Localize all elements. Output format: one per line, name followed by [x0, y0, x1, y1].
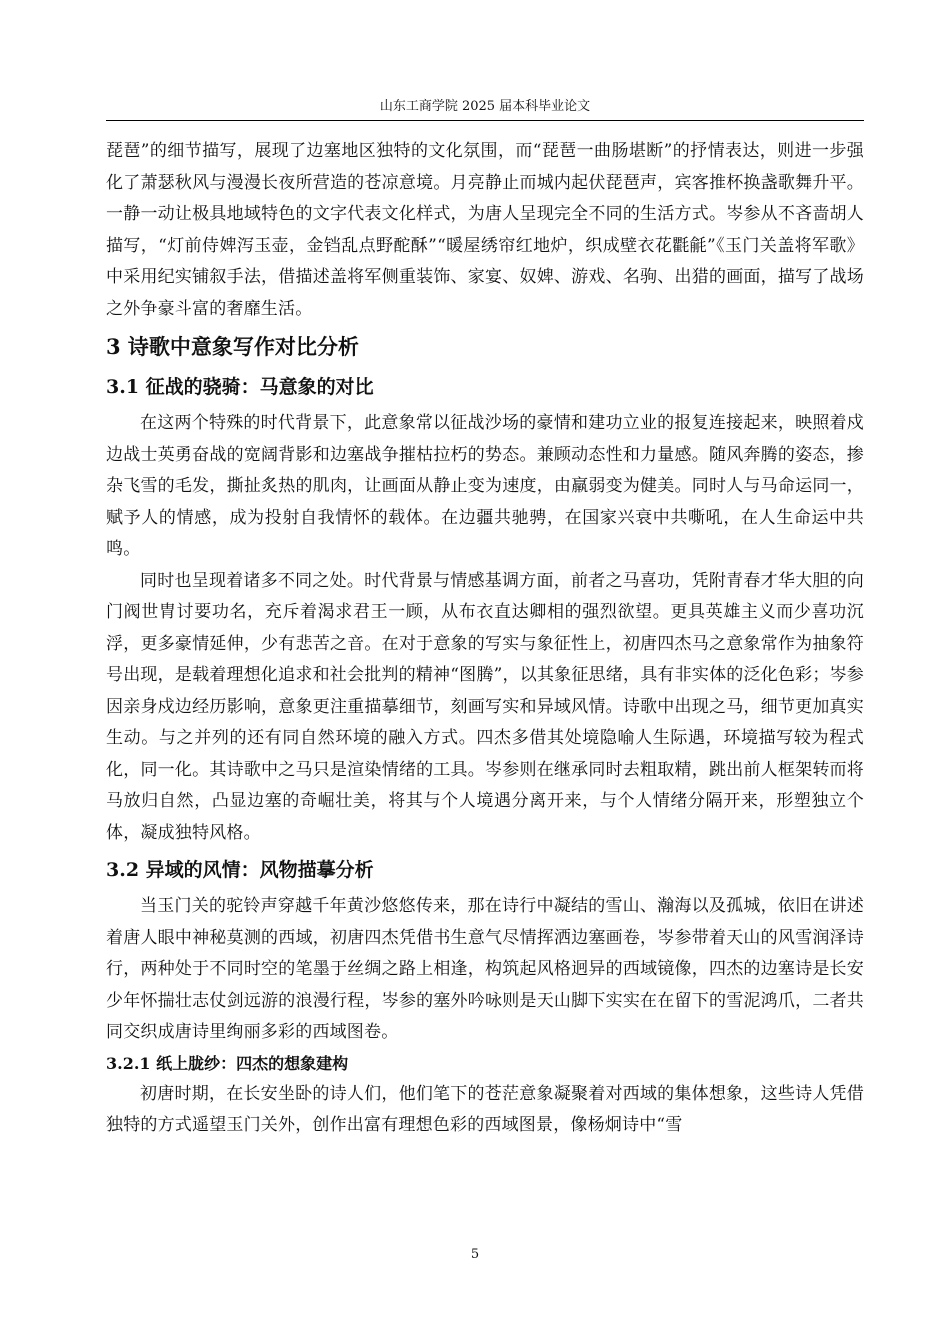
header-rule: [106, 120, 864, 121]
running-header: 山东工商学院 2025 届本科毕业论文: [379, 99, 591, 114]
section-heading-3-2: 3.2 异域的风情：风物描摹分析: [106, 859, 374, 881]
section-heading-3: 3 诗歌中意象写作对比分析: [106, 334, 359, 359]
paragraph-3-2-a: 当玉门关的驼铃声穿越千年黄沙悠悠传来，那在诗行中凝结的雪山、瀚海以及孤城，依旧在讲述着唐人眼中神秘莫测的西域，初唐四杰凭借书生意气尽情挥洒边塞画卷，岑参带着天山的风雪润泽诗行，两种处于不同时空的笔墨于丝绸之路上相逢，构筑起风格迥异的西域镜像，四杰的边塞诗是长安少年怀揣壮志仗剑远游的浪漫行程，岑参的塞外吟咏则是天山脚下实实在在留下的雪泥鸿爪，二者共同交织成唐诗里绚丽多彩的西域图卷。: [106, 896, 864, 1042]
page-number: 5: [470, 1247, 480, 1262]
body-text: [106, 136, 864, 1142]
section-heading-3-2-1: 3.2.1 纸上胧纱：四杰的想象建构: [106, 1053, 349, 1073]
paragraph-continuation: 琵琶”的细节描写，展现了边塞地区独特的文化氛围，而“琵琶一曲肠堪断”的抒情表达，则进一步强化了萧瑟秋风与漫漫长夜所营造的苍凉意境。月亮静止而城内起伏琵琶声，宾客推杯换盏歌舞升平。一静一动让极具地域特色的文字代表文化样式，为唐人呈现完全不同的生活方式。岑参从不吝啬胡人描写，“灯前侍婢泻玉壶，金铛乱点野酡酥”“暖屋绣帘红地炉，织成壁衣花氍毹”《玉门关盖将军歌》中采用纪实铺叙手法，借描述盖将军侧重装饰、家宴、奴婢、游戏、名驹、出猎的画面，描写了战场之外争豪斗富的奢靡生活。: [106, 141, 864, 319]
paragraph-3-2-1-a: 初唐时期，在长安坐卧的诗人们，他们笔下的苍茫意象凝聚着对西域的集体想象，这些诗人凭借独特的方式遥望玉门关外，创作出富有理想色彩的西域图景，像杨炯诗中“雪: [106, 1083, 864, 1135]
paragraph-3-1-b: 同时也呈现着诸多不同之处。时代背景与情感基调方面，前者之马喜功，凭附青春才华大胆的向门阀世胄讨要功名，充斥着渴求君王一顾，从布衣直达卿相的强烈欲望。更具英雄主义而少喜功沉浮，更多豪情延伸，少有悲苦之音。在对于意象的写实与象征性上，初唐四杰马之意象常作为抽象符号出现，是载着理想化追求和社会批判的精神“图腾”，以其象征思绪，具有非实体的泛化色彩；岑参因亲身戍边经历影响，意象更注重描摹细节，刻画写实和异域风情。诗歌中出现之马，细节更加真实生动。与之并列的还有同自然环境的融入方式。四杰多借其处境隐喻人生际遇，环境描写较为程式化，同一化。其诗歌中之马只是渲染情绪的工具。岑参则在继承同时去粗取精，跳出前人框架转而将马放归自然，凸显边塞的奇崛壮美，将其与个人境遇分离开来，与个人情绪分隔开来，形塑独立个体，凝成独特风格。: [106, 570, 864, 843]
section-heading-3-1: 3.1 征战的骁骑：马意象的对比: [106, 376, 374, 398]
paragraph-3-1-a: 在这两个特殊的时代背景下，此意象常以征战沙场的豪情和建功立业的报复连接起来，映照着戍边战士英勇奋战的宽阔背影和边塞战争摧枯拉朽的势态。兼顾动态性和力量感。随风奔腾的姿态，掺杂飞雪的毛发，撕扯炙热的肌肉，让画面从静止变为速度，由羸弱变为健美。同时人与马命运同一，赋予人的情感，成为投射自我情怀的载体。在边疆共驰骋，在国家兴衰中共嘶吼，在人生命运中共鸣。: [106, 413, 864, 559]
